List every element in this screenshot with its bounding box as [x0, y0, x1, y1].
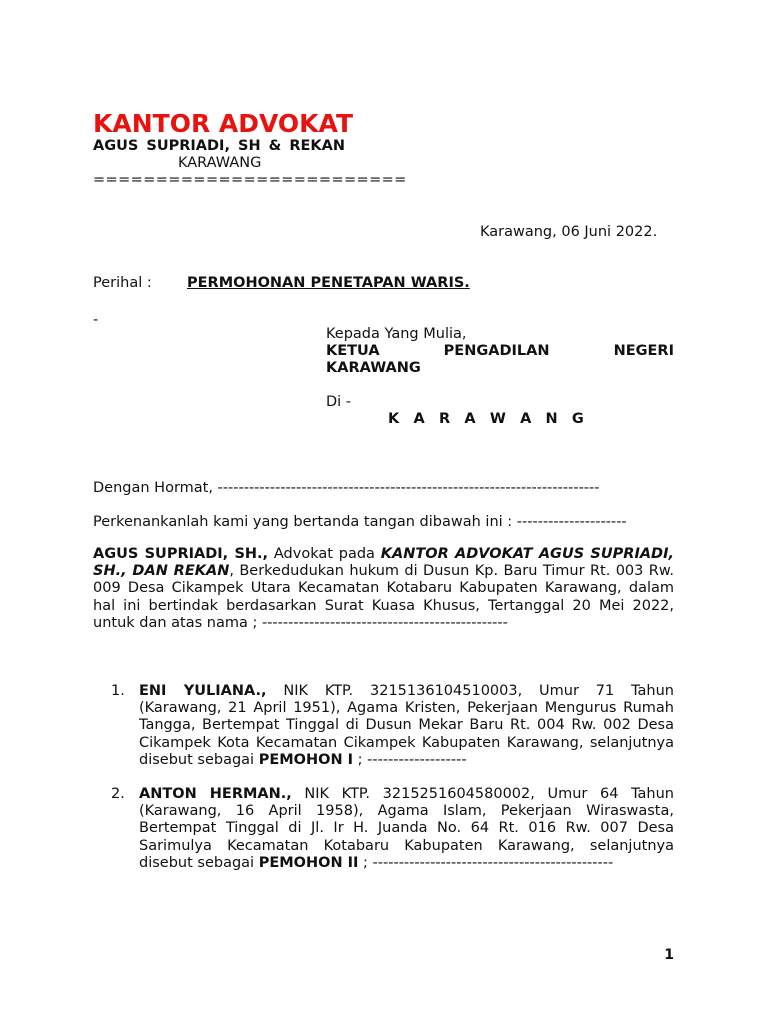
paragraph-text: , Berkedudukan hukum di Dusun Kp. Baru Timur Rt. 003 Rw. 009 Desa Cikampek Utara Kecamatan Kotabaru Kabupaten Karawang, dalam hal ini bertindak berdasarkan Surat Kuasa Khusus, Tertanggal 20 Mei 2022, untuk dan atas nama ; -----------------------------------------------	[93, 563, 674, 631]
address-word: PENGADILAN	[443, 343, 550, 359]
page-number: 1	[664, 947, 674, 963]
firm-name: KANTOR ADVOKAT	[93, 109, 353, 138]
petitioner-name: ANTON HERMAN.,	[139, 786, 292, 803]
perihal-label: Perihal :	[93, 275, 152, 291]
list-item	[93, 786, 674, 872]
address-city: K A R A W A N G	[388, 411, 589, 427]
letterhead-separator: =========================	[93, 172, 407, 188]
list-number: 2.	[111, 786, 125, 803]
petitioner-tail: ; -------------------	[353, 751, 467, 768]
attorney-paragraph	[93, 546, 674, 632]
address-word: KETUA	[326, 343, 380, 359]
firm-subtitle: AGUS SUPRIADI, SH & REKAN	[93, 138, 345, 154]
petitioner-details: NIK KTP. 3215136104510003, Umur 71 Tahun (Karawang, 21 April 1951), Agama Kristen, Pekerjaan Mengurus Rumah Tangga, Bertempat Tinggal di Dusun Mekar Baru Rt. 004 Rw. 002 Desa Cikampek Kota Kecamatan Cikampek Kabupaten Karawang, selanjutnya disebut sebagai	[139, 683, 674, 768]
address-salutation: Kepada Yang Mulia,	[326, 326, 467, 342]
firm-reference: KANTOR ADVOKAT AGUS SUPRIADI, SH., DAN REKAN	[93, 546, 674, 580]
attorney-name: AGUS SUPRIADI, SH.,	[93, 546, 269, 562]
perihal-value: PERMOHONAN PENETAPAN WARIS.	[187, 275, 470, 291]
address-word: NEGERI	[613, 343, 674, 359]
petitioner-tail: ; ----------------------------------------------	[358, 854, 614, 871]
petitioner-list	[93, 683, 674, 872]
petitioner-details: NIK KTP. 3215251604580002, Umur 64 Tahun (Karawang, 16 April 1958), Agama Islam, Pekerjaan Wiraswasta, Bertempat Tinggal di Jl. Ir H. Juanda No. 64 Rt. 016 Rw. 007 Desa Sarimulya Kecamatan Kotabaru Kabupaten Karawang, selanjutnya disebut sebagai	[139, 786, 674, 871]
petitioner-role: PEMOHON I	[258, 751, 354, 768]
address-recipient-city: KARAWANG	[326, 360, 421, 376]
list-item	[93, 683, 674, 769]
greeting: Dengan Hormat, -------------------------------------------------------------------------	[93, 480, 600, 496]
petitioner-name: ENI YULIANA.,	[139, 683, 267, 699]
intro-line: Perkenankanlah kami yang bertanda tangan dibawah ini : ---------------------	[93, 514, 627, 530]
petitioner-role: PEMOHON II	[258, 854, 359, 871]
paragraph-text: Advokat pada	[268, 546, 381, 562]
address-di: Di -	[326, 394, 352, 410]
firm-city: KARAWANG	[178, 155, 262, 171]
list-number: 1.	[111, 683, 125, 699]
dash-mark: -	[93, 312, 99, 328]
date-line: Karawang, 06 Juni 2022.	[480, 224, 658, 240]
address-recipient	[326, 343, 674, 360]
